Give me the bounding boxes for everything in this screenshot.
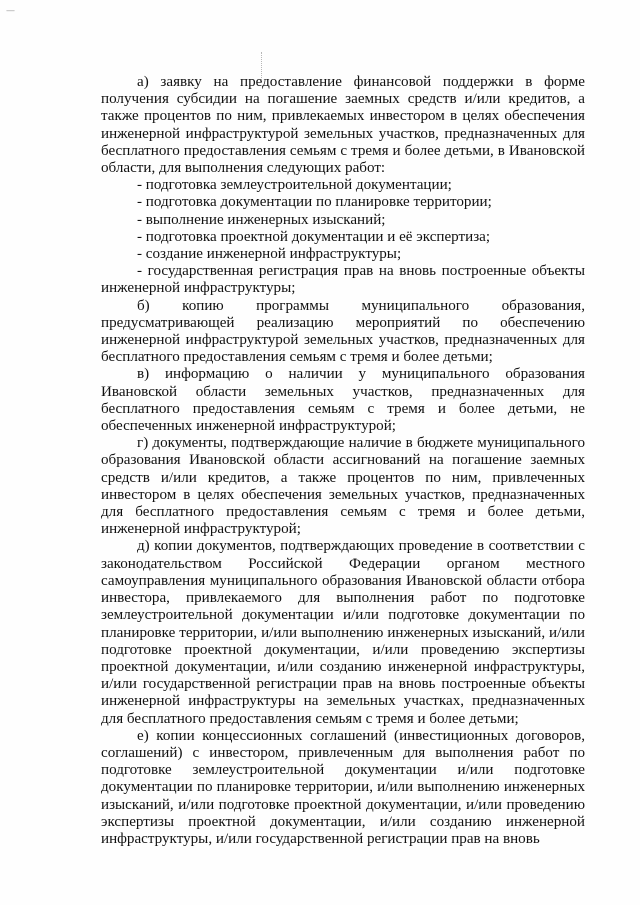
document-body (101, 74, 585, 848)
paragraph-a: а) заявку на предоставление финансовой поддержки в форме получения субсидии на погашение заемных средств и/или кредитов, а также процентов по ним, привлекаемых инвестором в целях обеспечения инженерной инфраструктурой земельных участков, предназначенных для бесплатного предоставления семьям с тремя и более детьми, в Ивановской области, для выполнения следующих работ: (101, 74, 585, 177)
list-item-planning-docs: - подготовка документации по планировке территории; (137, 194, 492, 211)
list-item-infrastructure: - создание инженерной инфраструктуры; (137, 246, 402, 263)
paragraph-b: б) копию программы муниципального образования, предусматривающей реализацию мероприятий по обеспечению инженерной инфраструктурой земельных участков, предназначенных для бесплатного предоставления семьям с тремя и более детьми; (101, 297, 585, 366)
paragraph-d: д) копии документов, подтверждающих проведение в соответствии с законодательством Российской Федерации органом местного самоуправления муниципального образования Ивановской области отбора инвестора, привлекаемого для выполнения работ по подготовке землеустроительной документации и/или подготовке документации по планировке территории, и/или выполнению инженерных изысканий, и/или подготовке проектной документации, и/или проведению экспертизы проектной документации, и/или созданию инженерной инфраструктуры, и/или государственной регистрации прав на вновь построенные объекты инженерной инфраструктуры на земельных участках, предназначенных для бесплатного предоставления семьям с тремя и более детьми; (101, 538, 585, 727)
paragraph-g: г) документы, подтверждающие наличие в бюджете муниципального образования Ивановской области ассигнований на погашение заемных средств и/или кредитов, а также процентов по ним, привлеченных инвестором в целях обеспечения земельных участков, предназначенных для бесплатного предоставления семьям с тремя и более детьми, инженерной инфраструктурой; (101, 435, 585, 538)
list-item-engineering-surveys: - выполнение инженерных изысканий; (137, 211, 386, 228)
list-item-project-docs: - подготовка проектной документации и её экспертиза; (137, 228, 491, 245)
paragraph-v: в) информацию о наличии у муниципального образования Ивановской области земельных участков, предназначенных для бесплатного предоставления семьям с тремя и более детьми, не обеспеченных инженерной инфраструктурой; (101, 366, 585, 435)
list-item-state-registration: - государственная регистрация прав на вновь построенные объекты инженерной инфраструктуры; (101, 263, 585, 297)
paragraph-e: е) копии концессионных соглашений (инвестиционных договоров, соглашений) с инвестором, привлеченным для выполнения работ по подготовке землеустроительной документации и/или подготовке документации по планировке территории, и/или выполнению инженерных изысканий, и/или подготовке проектной документации, и/или проведению экспертизы проектной документации, и/или созданию инженерной инфраструктуры, и/или государственной регистрации прав на вновь (101, 727, 585, 847)
page-corner-mark: — (6, 6, 15, 16)
list-item-land-survey: - подготовка землеустроительной документации; (137, 177, 452, 194)
